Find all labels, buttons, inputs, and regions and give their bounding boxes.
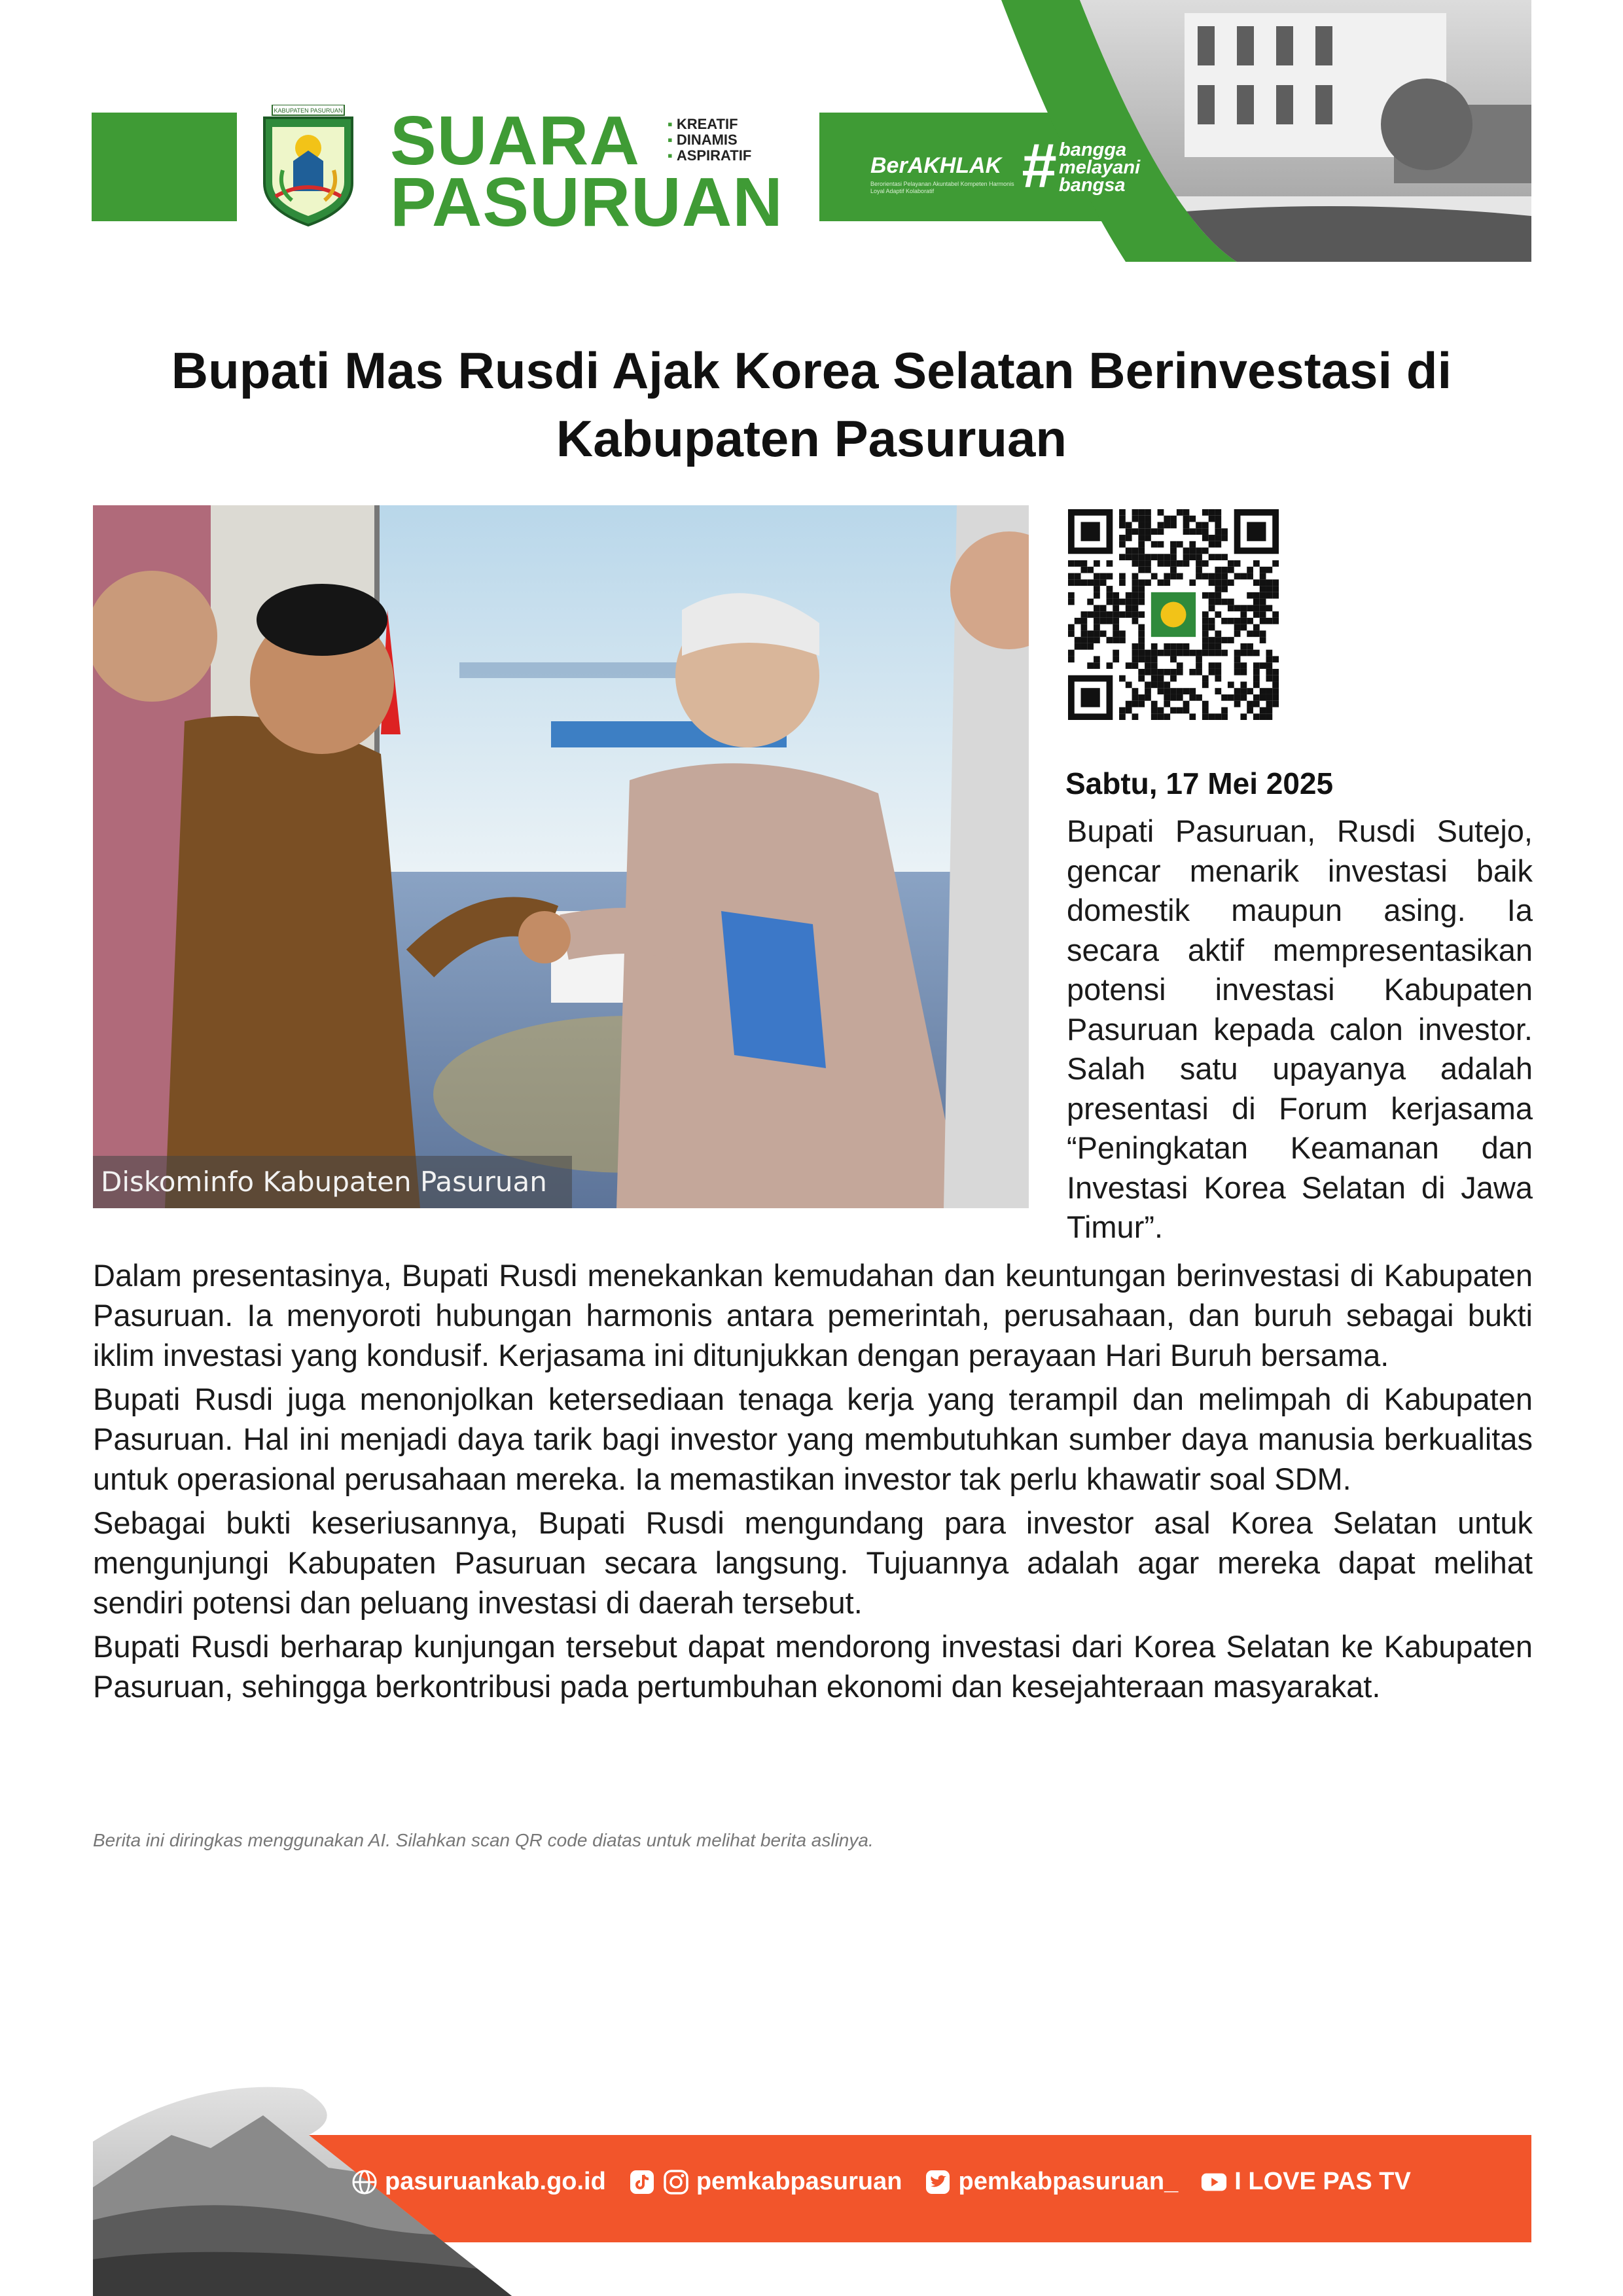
header-green-block-left: [92, 113, 237, 221]
berakhlak-logo: BerAKHLAK: [870, 153, 1002, 178]
article-paragraph: Bupati Rusdi juga menonjolkan ketersediaan tenaga kerja yang terampil dan melimpah di Kabupaten Pasuruan. Hal ini menjadi daya tarik bagi investor yang membutuhkan sumber daya manusia berkualitas untuk operasional perusahaan mereka. Ia memastikan investor tak perlu khawatir soal SDM.: [93, 1382, 1533, 1496]
pasuruan-crest-logo: [259, 105, 357, 226]
globe-icon: [351, 2168, 378, 2196]
header-building-photo: [1001, 0, 1531, 262]
youtube-icon: [1200, 2168, 1228, 2196]
qr-code[interactable]: [1068, 509, 1279, 720]
article-lead: Bupati Pasuruan, Rusdi Sutejo, gencar menarik investasi baik domestik maupun asing. Ia secara aktif mempresentasikan potensi investasi Kabupaten Pasuruan kepada calon investor. Salah satu upayanya adalah presentasi di Forum kerjasama “Peningkatan Keamanan dan Investasi Korea Selatan di Jawa Timur”.: [1067, 814, 1533, 1244]
twitter-icon: [924, 2168, 952, 2196]
hashtag-symbol: #: [1021, 131, 1056, 201]
article-paragraph: Dalam presentasinya, Bupati Rusdi menekankan kemudahan dan keuntungan berinvestasi di Kabupaten Pasuruan. Ia menyoroti hubungan harmonis antara pemerintah, perusahaan, dan buruh sebagai bukti iklim investasi yang kondusif. Kerjasama ini ditunjukkan dengan perayaan Hari Buruh bersama.: [93, 1258, 1533, 1372]
instagram-icon: [662, 2168, 690, 2196]
footer-links: [351, 2168, 1411, 2196]
website-link[interactable]: pasuruankab.go.id: [385, 2168, 606, 2195]
svg-text:KABUPATEN PASURUAN: KABUPATEN PASURUAN: [274, 107, 343, 114]
tagline-item: ▪ ASPIRATIF: [668, 148, 751, 164]
brand-tagline: [668, 117, 751, 164]
tiktok-instagram-handle[interactable]: pemkabpasuruan: [696, 2168, 902, 2195]
bangga-line: bangga: [1059, 139, 1127, 160]
tagline-item: ▪ KREATIF: [668, 117, 751, 132]
twitter-handle[interactable]: pemkabpasuruan_: [958, 2168, 1179, 2195]
youtube-channel[interactable]: I LOVE PAS TV: [1234, 2168, 1411, 2195]
article-body: [93, 1255, 1533, 1710]
bangga-line: bangsa: [1059, 175, 1126, 196]
berakhlak-subtitle: Berorientasi Pelayanan Akuntabel Kompeten Harmonis Loyal Adaptif Kolaboratif: [870, 181, 1014, 194]
brand-line-1: SUARA: [390, 102, 640, 179]
article-date: Sabtu, 17 Mei 2025: [1065, 766, 1334, 800]
bangga-melayani-bangsa-logo: [1059, 141, 1140, 194]
tiktok-icon: [628, 2168, 656, 2196]
article-title: Bupati Mas Rusdi Ajak Korea Selatan Berinvestasi di Kabupaten Pasuruan: [171, 342, 1452, 467]
tagline-item: ▪ DINAMIS: [668, 132, 751, 148]
handshake-photo-illustration: [93, 505, 1029, 1208]
article-photo: [93, 505, 1029, 1208]
ai-disclaimer: Berita ini diringkas menggunakan AI. Silahkan scan QR code diatas untuk melihat berita aslinya.: [93, 1830, 874, 1850]
photo-caption: Diskominfo Kabupaten Pasuruan: [93, 1156, 572, 1208]
bangga-line: melayani: [1059, 157, 1141, 178]
article-paragraph: Bupati Rusdi berharap kunjungan tersebut dapat mendorong investasi dari Korea Selatan ke Kabupaten Pasuruan, sehingga berkontribusi pada pertumbuhan ekonomi dan kesejahteraan masyarakat.: [93, 1629, 1533, 1704]
brand-line-2: PASURUAN: [390, 164, 783, 241]
article-paragraph: Sebagai bukti keseriusannya, Bupati Rusdi mengundang para investor asal Korea Selatan untuk mengunjungi Kabupaten Pasuruan secara langsung. Tujuannya adalah agar mereka dapat melihat sendiri potensi dan peluang investasi di daerah tersebut.: [93, 1505, 1533, 1620]
